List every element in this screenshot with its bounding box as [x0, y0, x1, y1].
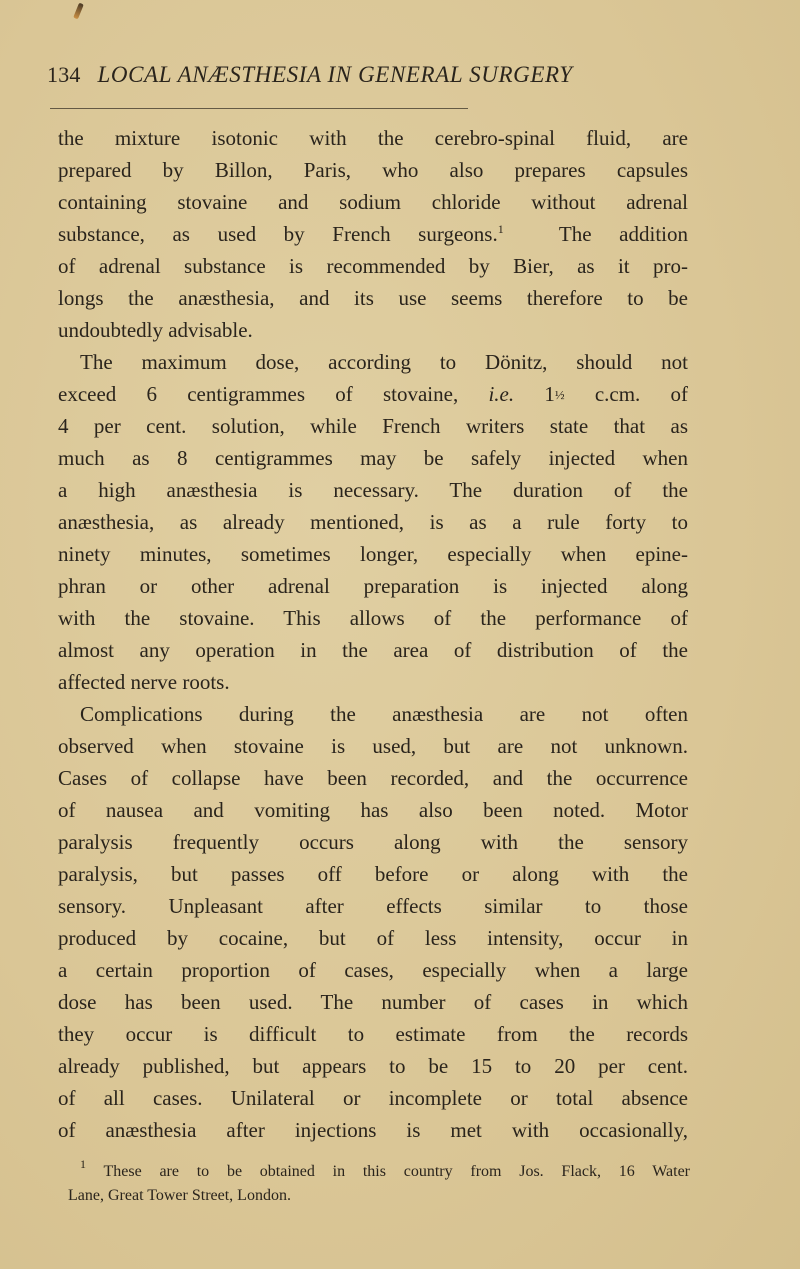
text-line: produced by cocaine, but of less intensity, occur in [58, 926, 688, 950]
text-line: undoubtedly advisable. [58, 318, 253, 342]
footnote [68, 1157, 691, 1208]
text-line: already published, but appears to be 15 to 20 per cent. [58, 1054, 688, 1078]
footnote-ref: 1 [497, 222, 504, 236]
text-line: The maximum dose, according to Dönitz, should not [80, 350, 688, 374]
text-line: of adrenal substance is recommended by Bier, as it pro- [58, 254, 688, 278]
text-line: prepared by Billon, Paris, who also prepares capsules [58, 158, 688, 182]
text-line: ninety minutes, sometimes longer, especially when epine- [58, 542, 688, 566]
text-line: phran or other adrenal preparation is injected along [58, 574, 688, 598]
footnote-line: Lane, Great Tower Street, London. [68, 1187, 291, 1204]
text-line: longs the anæsthesia, and its use seems therefore to be [58, 286, 688, 310]
text-line: almost any operation in the area of distribution of the [58, 638, 688, 662]
text-line: with the stovaine. This allows of the performance of [58, 606, 688, 630]
text-line: they occur is difficult to estimate from the records [58, 1022, 688, 1046]
text-line: Complications during the anæsthesia are not often [80, 702, 688, 726]
header-rule [50, 108, 468, 109]
text-line: a certain proportion of cases, especially when a large [58, 958, 688, 982]
body-text [58, 122, 688, 1146]
text-line: a high anæsthesia is necessary. The duration of the [58, 478, 688, 502]
text-line: paralysis, but passes off before or along with the [58, 862, 688, 886]
text-line: affected nerve roots. [58, 670, 230, 694]
text-line: anæsthesia, as already mentioned, is as a rule forty to [58, 510, 688, 534]
text-line: containing stovaine and sodium chloride without adrenal [58, 190, 688, 214]
text-line: the mixture isotonic with the cerebro-spinal fluid, are [58, 126, 688, 150]
text-line: exceed 6 centigrammes of stovaine, i.e. 1½ c.cm. of [58, 382, 689, 406]
running-header [47, 62, 747, 92]
text-line: 4 per cent. solution, while French writers state that as [58, 414, 688, 438]
footnote-marker: 1 [80, 1157, 86, 1171]
text-line: observed when stovaine is used, but are not unknown. [58, 734, 688, 758]
running-title: LOCAL ANÆSTHESIA IN GENERAL SURGERY [97, 62, 573, 87]
text-line: much as 8 centigrammes may be safely injected when [58, 446, 688, 470]
ink-mark [73, 3, 84, 20]
text-line: paralysis frequently occurs along with the sensory [58, 830, 688, 854]
text-line: dose has been used. The number of cases in which [58, 990, 688, 1014]
text-line: substance, as used by French surgeons.$^1$ The addition [58, 222, 688, 246]
footnote-line: $^1$ These are to be obtained in this country from Jos. Flack, 16 Water [80, 1157, 691, 1180]
text-line: of anæsthesia after injections is met with occasionally, [58, 1118, 688, 1142]
page-number: 134 [47, 62, 81, 87]
text-line: of nausea and vomiting has also been noted. Motor [58, 798, 688, 822]
text-line: Cases of collapse have been recorded, and the occurrence [58, 766, 688, 790]
text-line: of all cases. Unilateral or incomplete or total absence [58, 1086, 688, 1110]
text-line: sensory. Unpleasant after effects similar to those [58, 894, 688, 918]
